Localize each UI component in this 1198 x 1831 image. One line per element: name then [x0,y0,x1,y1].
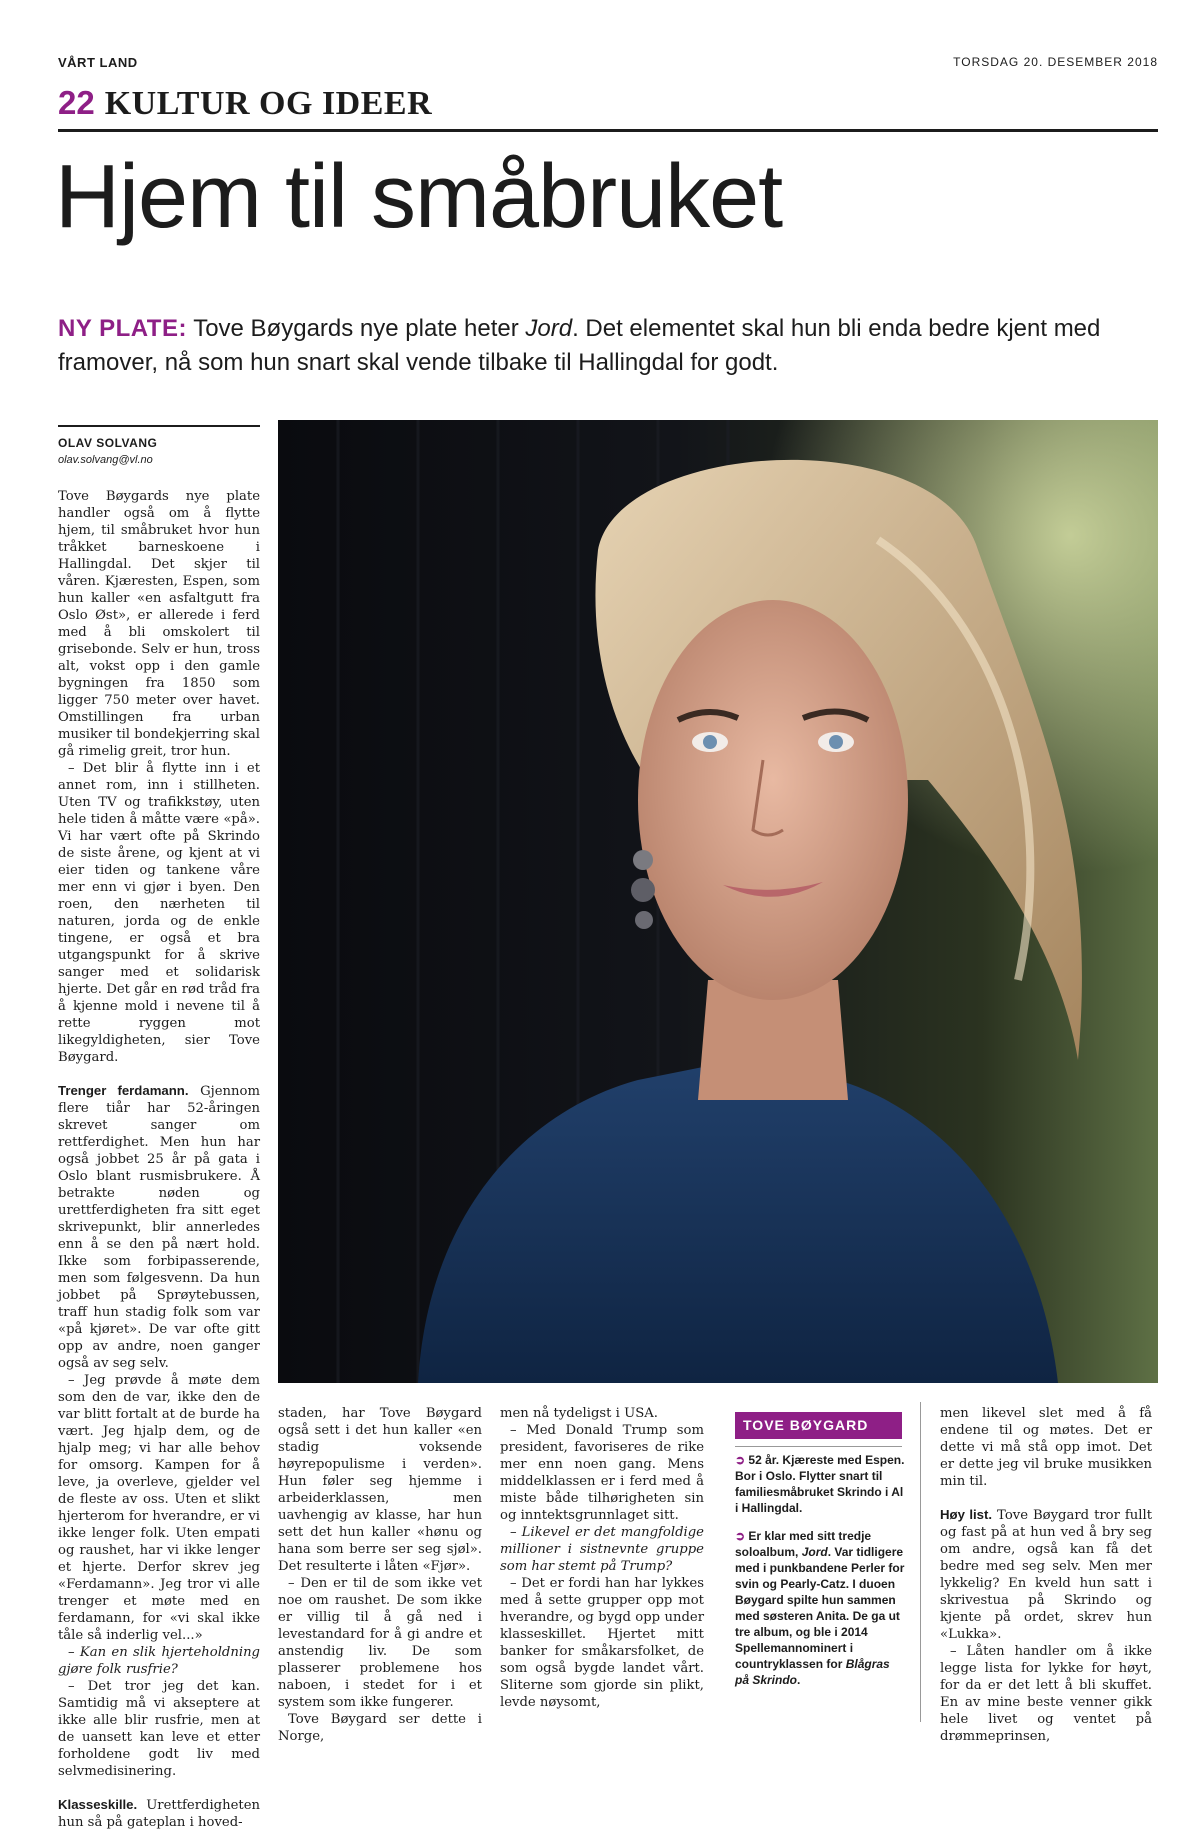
byline-rule [58,425,260,427]
paragraph: – Den er til de som ikke vet noe om raushet. De som ikke er villig til å gå ned i levestandard for å gi andre et anstendig liv. De som plasserer problemene hos naboen, i stedet for i et system som ikke fungerer. [278,1576,482,1710]
lede-text-1: Tove Bøygards nye plate heter [186,315,526,342]
subheading: Høy list. [940,1507,993,1522]
portrait-photo [278,420,1158,1383]
factbox [735,1452,905,1700]
article-lede [58,312,1158,380]
paragraph: staden, har Tove Bøygard også sett i det hun kaller «en stadig voksende høyrepopulisme i verden». Hun føler seg hjemme i arbeiderklassen, men uavhengig av klasse, har hun sett det hun kaller «hønu og hana som berre ser seg sjøl». Det resulterte i låten «Fjør». [278,1406,482,1574]
arrow-bullet-icon: ➲ [735,1453,746,1467]
column-divider [920,1402,921,1722]
section-header [58,84,432,123]
lede-text-2: . Det elementet skal hun bli enda bedre kjent med framover, nå som hun snart skal vende tilbake til Hallingdal for godt. [58,315,1101,376]
question: – Kan en slik hjerteholdning gjøre folk rusfrie? [58,1645,260,1677]
section-title: KULTUR OG IDEER [104,85,433,122]
header-rule [58,129,1158,132]
paragraph: men nå tydeligst i USA. [500,1406,658,1421]
paragraph: Klasseskille. Urettferdigheten hun så på gateplan i hoved- [58,1797,260,1830]
newspaper-name: VÅRT LAND [58,55,138,70]
fact-item: ➲ Er klar med sitt tredje soloalbum, Jord. Var tidligere med i punkbandene Perler for svin og Pearly-Catz. I duoen Bøygard spilte hun sammen med søsteren Anita. De ga ut tre album, og ble i 2014 Spellemannominert i countryklassen for Blågras på Skrindo. [735,1529,905,1687]
paragraph: – Jeg prøvde å møte dem som den de var, ikke den de var blitt fortalt at de burde ha vært. Jeg hjalp dem, og de hjalp meg; vi har alle behov for omsorg. Kampen for å leve, ja overleve, gjelder vel de fleste av oss. Uten et slikt hjerterom for hverandre, er vi ikke lenger folk. Uten empati og raushet, har vi ikke lenger et hjerte. Derfor skrev jeg «Ferdamann». Jeg tror vi alle trenger et møte med en ferdamann, for «vi skal ikke tåle så inderlig vel...» [58,1373,260,1643]
byline-email[interactable]: olav.solvang@vl.no [58,454,153,466]
subheading: Trenger ferdamann. [58,1083,189,1098]
paragraph: Høy list. Tove Bøygard tror fullt og fast på at hun ved å bry seg om andre, også kan få det bedre med seg selv. Men mer lykkelig? En kveld hun satt i skrivestua på Skrindo og kjente på ordet, skrev hun «Lukka». [940,1507,1152,1642]
lede-album-title: Jord [525,315,573,342]
arrow-bullet-icon: ➲ [735,1529,746,1543]
question: – Likevel er det mangfoldige millioner i sistnevnte gruppe som har stemt på Trump? [500,1525,704,1574]
subheading: Klasseskille. [58,1797,138,1812]
paragraph: – Det tror jeg det kan. Samtidig må vi akseptere at ikke alle blir rusfrie, men at de uansett kan leve et etter forholdene godt liv med selvmedisinering. [58,1679,260,1779]
article-column-2 [278,1405,482,1745]
paragraph: Tove Bøygard ser dette i Norge, [278,1712,482,1744]
article-headline: Hjem til småbruket [55,147,783,247]
paragraph: – Med Donald Trump som president, favoriseres de rike mer enn noen gang. Mens middelklassen er i ferd med å miste både tilhørigheten sin og inntektsgrunnlaget sitt. [500,1423,704,1523]
factbox-rule [735,1446,902,1447]
paragraph: men likevel slet med å få endene til og møtes. Det er dette vi må stå opp imot. Det er dette jeg vil bruke musikken min til. [940,1406,1152,1489]
paragraph: Tove Bøygards nye plate handler også om å flytte hjem, til småbruket hvor hun tråkket barneskoene i Hallingdal. Det skjer til våren. Kjæresten, Espen, som hun kaller «en asfaltgutt fra Oslo Øst», er allerede i ferd med å bli omskolert til grisebonde. Selv er hun, tross alt, vokst opp i den gamle bygningen fra 1850 som ligger 750 meter over havet. Omstillingen fra urban musiker til bondekjerring skal gå rimelig greit, tror hun. [58,489,260,759]
article-column-3 [500,1405,704,1711]
paragraph: Trenger ferdamann. Gjennom flere tiår har 52-åringen skrevet sanger om rettferdighet. Men hun har også jobbet 25 år på gata i Oslo blant rusmisbrukere. Å betrakte nøden og urettferdigheten fra sitt eget skrivepunkt, blir annerledes enn å se den på nært hold. Ikke som forbipasserende, men som følgesvenn. Da hun jobbet på Sprøytebussen, traff hun stadig folk som var «på kjøret». De var ofte gitt opp av andre, noen ganger også av seg selv. [58,1083,260,1371]
issue-date: TORSDAG 20. DESEMBER 2018 [953,55,1158,69]
article-column-1 [58,488,260,1831]
byline-author: OLAV SOLVANG [58,436,158,450]
page-number: 22 [58,84,95,121]
factbox-title: TOVE BØYGARD [735,1412,902,1439]
paragraph: – Låten handler om å ikke legge lista for lykke for høyt, for da er det lett å bli skuffet. En av mine beste venner gikk hele livet og ventet på drømmeprinsen, [940,1644,1152,1744]
paragraph: – Det blir å flytte inn i et annet rom, inn i stillheten. Uten TV og trafikkstøy, uten hele tiden å måtte være «på». Vi har vært ofte på Skrindo de siste årene, og kjent at vi eier tiden og tankene våre mer enn vi gjør i byen. Den roen, den nærheten til naturen, jorda og de enkle tingene, er også et bra utgangspunkt for å skrive sanger med et solidarisk hjerte. Det går en rød tråd fra å kjenne mold i nevene til å rette ryggen mot likegyldigheten, sier Tove Bøygard. [58,761,260,1065]
article-column-4 [940,1405,1152,1745]
paragraph: – Det er fordi han har lykkes med å sette grupper opp mot hverandre, og bygd opp under klasseskillet. Hjertet mitt banker for småkarsfolket, de som også bygde landet vårt. Sliterne som gjorde sin plikt, levde nøysomt, [500,1576,704,1710]
fact-item: ➲ 52 år. Kjæreste med Espen. Bor i Oslo. Flytter snart til familiesmåbruket Skrindo i Al i Hallingdal. [735,1453,905,1515]
lede-kicker: NY PLATE: [58,315,187,342]
